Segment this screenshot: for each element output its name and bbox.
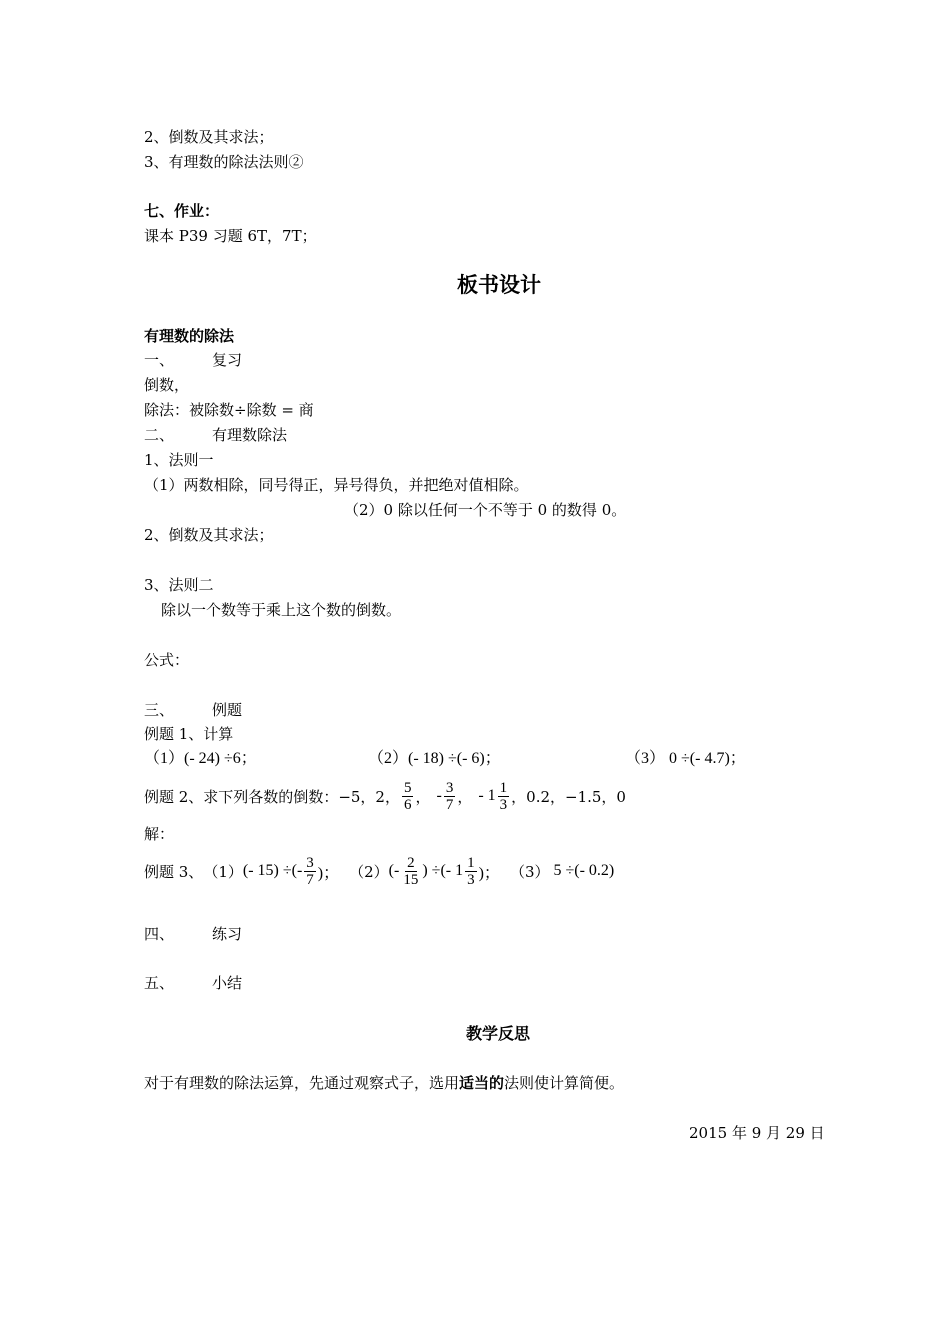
example-1-problem-2: （2）(- 18) ÷(- 6)； [368,750,501,767]
fraction-denominator: 3 [467,871,475,888]
example-2-tail: ，0.2，−1.5，0 [511,787,626,806]
fraction-numerator: 2 [407,854,415,871]
example-3-problem-2-close: )； [478,864,500,882]
example-3-problem-1-close: )； [317,864,340,882]
reflection-text-start: 对于有理数的除法运算，先通过观察式子，选用 [144,1074,460,1092]
fraction-denominator: 7 [306,871,314,888]
example-3-problem-3-expr: 5 ÷(- 0.2) [553,862,615,879]
example-3-problem-2-expr: ) ÷(- 1 [422,862,464,879]
section-4-number: 四、 [144,925,175,943]
reflection-title: 教学反思 [466,1024,531,1043]
reciprocal-line: 倒数， [144,376,190,394]
fraction-denominator: 3 [499,796,508,813]
example-2-line [144,776,626,816]
fraction-two-fifteenths [401,855,420,888]
rule-2-heading: 3、法则二 [144,576,214,594]
mixed-number-whole: - 1 [478,787,496,804]
summary-item-2: 2、倒数及其求法； [144,128,274,146]
example-2-label: 例题 2、求下列各数的倒数：−5，2， [144,787,400,806]
section-5-name: 小结 [212,974,243,992]
example-3-label: 例题 3、 [144,862,204,881]
board-title: 板书设计 [457,273,541,297]
summary-item-3: 3、有理数的除法法则② [144,153,304,171]
rule-1-part-b: （2）0 除以任何一个不等于 0 的数得 0。 [344,501,627,519]
division-definition: 除法：被除数÷除数 = 商 [144,401,314,419]
example-1-label: 例题 1、计算 [144,725,234,743]
rule-1-part-a: （1）两数相除，同号得正，异号得负，并把绝对值相除。 [144,476,529,494]
separator: ， [457,787,473,806]
fraction-numerator: 1 [467,854,475,871]
example-3-problem-3-index: （3） [509,862,550,881]
example-3-line [144,851,614,891]
rule-2-text: 除以一个数等于乘上这个数的倒数。 [161,601,402,619]
example-1-problem-3: （3） 0 ÷(- 4.7)； [625,750,746,767]
board-subtitle: 有理数的除法 [144,327,235,345]
reflection-text [144,1073,624,1093]
example-3-problem-1-expr: (- 15) ÷(- [242,862,303,879]
separator: ， [415,787,431,806]
fraction-one-third [465,855,477,888]
fraction-numerator: 3 [306,854,314,871]
negative-sign: - [436,787,442,804]
reflection-text-emphasis: 适当的 [459,1074,505,1092]
fraction-three-sevenths [304,855,316,888]
fraction-one-third [498,780,510,813]
example-3-problem-1-index: （1） [203,862,243,881]
fraction-numerator: 5 [403,779,412,796]
reciprocal-method: 2、倒数及其求法； [144,526,274,544]
fraction-denominator: 7 [445,796,454,813]
fraction-numerator: 1 [499,779,508,796]
section-5-number: 五、 [144,974,175,992]
homework-text: 课本 P39 习题 6T，7T； [144,227,317,245]
section-1-number: 一、 [144,351,175,369]
formula-label: 公式： [144,651,190,669]
example-3-problem-2-index: （2） [349,862,389,881]
section-2-number: 二、 [144,426,175,444]
fraction-denominator: 15 [403,871,419,888]
section-4-name: 练习 [212,925,243,943]
example-1-problem-1: （1）(- 24) ÷6； [144,750,257,767]
example-3-problem-2-open: (- [388,862,400,879]
section-1-name: 复习 [212,351,243,369]
homework-heading: 七、作业： [144,202,220,220]
solution-label: 解： [144,825,175,843]
fraction-denominator: 6 [403,796,412,813]
fraction-three-sevenths [444,780,456,813]
section-2-name: 有理数除法 [212,426,288,444]
date: 2015 年 9 月 29 日 [689,1124,825,1142]
fraction-five-sixths [402,780,414,813]
section-3-name: 例题 [212,701,243,719]
reflection-text-end: 法则使计算简便。 [504,1074,625,1092]
section-3-number: 三、 [144,701,175,719]
rule-1-heading: 1、法则一 [144,451,214,469]
fraction-numerator: 3 [445,779,454,796]
